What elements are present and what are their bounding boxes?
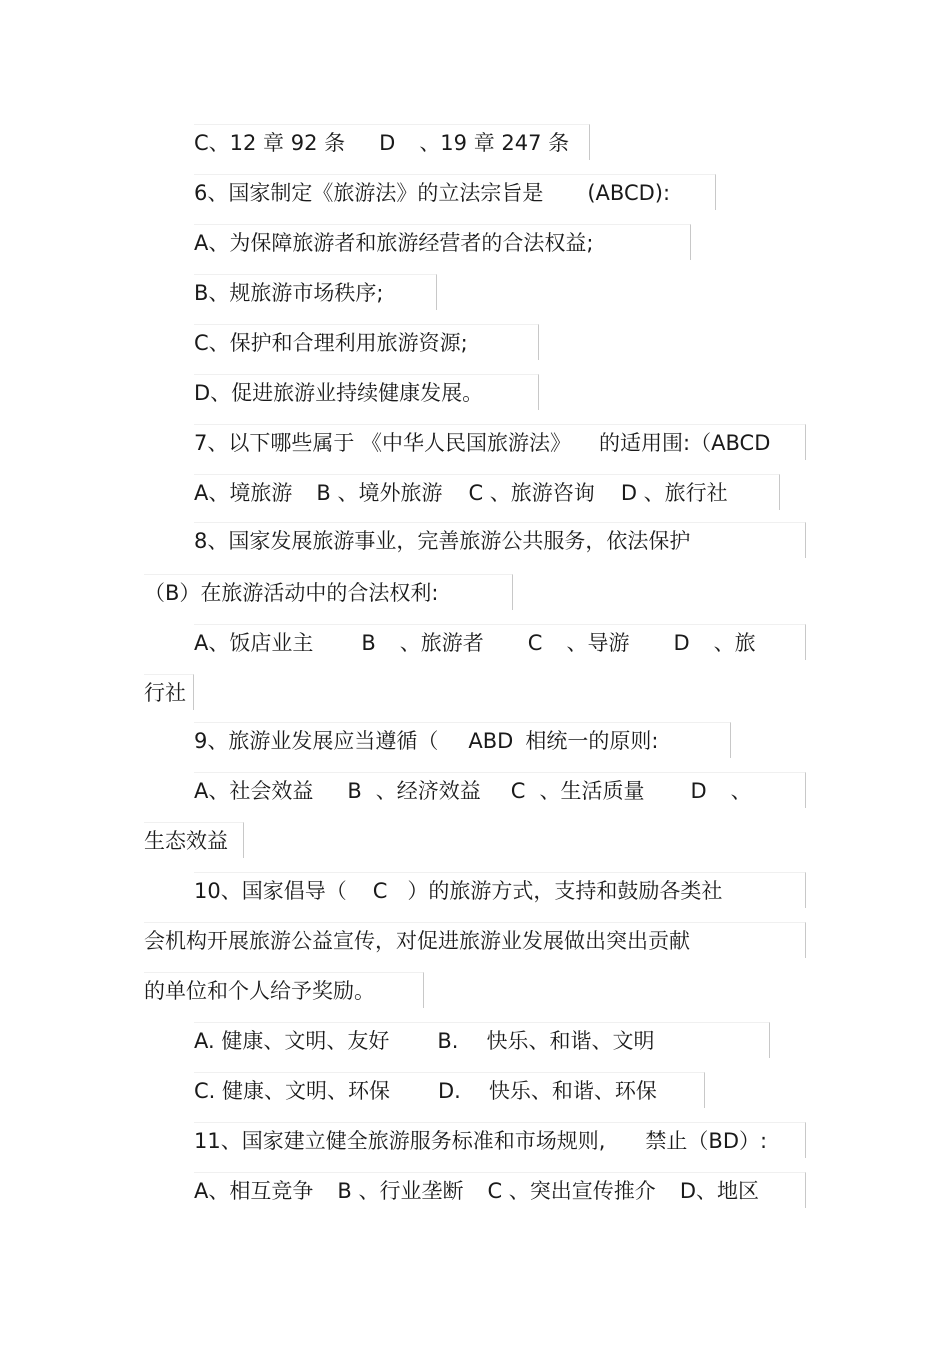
question-8-line1 xyxy=(194,522,806,558)
answer-text: 禁止（BD）: xyxy=(645,1129,768,1153)
option-6c xyxy=(194,324,539,360)
question-text: 8、国家发展旅游事业，完善旅游公共服务，依法保护 xyxy=(194,529,691,553)
option-text: 快乐、和谐、文明 xyxy=(486,1029,655,1053)
option-text: B xyxy=(361,631,376,655)
option-6d xyxy=(194,374,539,410)
option-text: D、地区 xyxy=(679,1179,759,1203)
options-10-cd xyxy=(194,1072,705,1108)
options-9 xyxy=(194,772,806,808)
option-text: B 、境外旅游 xyxy=(316,481,443,505)
option-text: 行社 xyxy=(144,681,186,705)
option-text: 、旅游者 xyxy=(399,631,484,655)
question-text: 相统一的原则: xyxy=(525,729,659,753)
question-11 xyxy=(194,1122,806,1158)
option-text: C xyxy=(510,779,526,803)
question-text: 10、国家倡导（ xyxy=(194,879,347,903)
option-text: A. 健康、文明、友好 xyxy=(194,1029,390,1053)
option-6a xyxy=(194,224,691,260)
option-text: C、保护和合理利用旅游资源; xyxy=(194,331,468,355)
option-6b xyxy=(194,274,437,310)
question-text: 的单位和个人给予奖励。 xyxy=(144,979,375,1003)
option-text: D 、旅行社 xyxy=(620,481,728,505)
question-text: 7、以下哪些属于 《中华人民国旅游法》 xyxy=(194,431,572,455)
option-text: D、促进旅游业持续健康发展。 xyxy=(194,381,484,405)
question-text: ）的旅游方式，支持和鼓励各类社 xyxy=(407,879,723,903)
option-text: C 、突出宣传推介 xyxy=(487,1179,656,1203)
text-segment: D xyxy=(379,131,396,155)
text-segment: C、12 章 92 条 xyxy=(194,131,346,155)
question-text: 11、国家建立健全旅游服务标准和市场规则, xyxy=(194,1129,606,1153)
question-9 xyxy=(194,722,731,758)
option-text: D xyxy=(690,779,707,803)
options-10-ab xyxy=(194,1022,770,1058)
option-text: B 、行业垄断 xyxy=(337,1179,464,1203)
answer-text: ABD xyxy=(468,729,514,753)
question-10-line3 xyxy=(144,972,424,1008)
question-text: 6、国家制定《旅游法》的立法宗旨是 xyxy=(194,181,544,205)
option-text: 、旅 xyxy=(713,631,756,655)
option-text: 、经济效益 xyxy=(375,779,481,803)
option-text: 快乐、和谐、环保 xyxy=(488,1079,657,1103)
answer-text: (ABCD): xyxy=(587,181,671,205)
option-text: C xyxy=(527,631,543,655)
question-text: （B）在旅游活动中的合法权利: xyxy=(144,581,439,605)
options-9-wrap xyxy=(144,822,244,858)
option-text: 、导游 xyxy=(566,631,630,655)
options-11 xyxy=(194,1172,806,1208)
option-text: C. 健康、文明、环保 xyxy=(194,1079,391,1103)
option-text: B、规旅游市场秩序; xyxy=(194,281,384,305)
question-text: 9、旅游业发展应当遵循（ xyxy=(194,729,439,753)
option-text: A、相互竞争 xyxy=(194,1179,314,1203)
options-8 xyxy=(194,624,806,660)
option-text: B xyxy=(347,779,362,803)
option-text: 生态效益 xyxy=(144,829,228,853)
options-8-wrap xyxy=(144,674,194,710)
options-7 xyxy=(194,474,780,510)
text-segment: 、19 章 247 条 xyxy=(419,131,570,155)
option-text: B. xyxy=(437,1029,459,1053)
question-10-line1 xyxy=(194,872,806,908)
option-text: A、境旅游 xyxy=(194,481,293,505)
question-text: 会机构开展旅游公益宣传，对促进旅游业发展做出突出贡献 xyxy=(144,929,690,953)
question-6 xyxy=(194,174,716,210)
option-text: A、社会效益 xyxy=(194,779,314,803)
option-text: A、为保障旅游者和旅游经营者的合法权益; xyxy=(194,231,594,255)
question-8-line2 xyxy=(144,574,513,610)
question-7 xyxy=(194,424,806,460)
text-line-option-c-d xyxy=(194,124,590,160)
option-text: A、饭店业主 xyxy=(194,631,314,655)
option-text: D xyxy=(673,631,690,655)
option-text: 、 xyxy=(730,779,752,803)
question-10-line2 xyxy=(144,922,806,958)
answer-text: C xyxy=(372,879,388,903)
option-text: C 、旅游咨询 xyxy=(468,481,595,505)
answer-text: 的适用围:（ABCD xyxy=(599,431,771,455)
option-text: D. xyxy=(438,1079,461,1103)
option-text: 、生活质量 xyxy=(539,779,645,803)
